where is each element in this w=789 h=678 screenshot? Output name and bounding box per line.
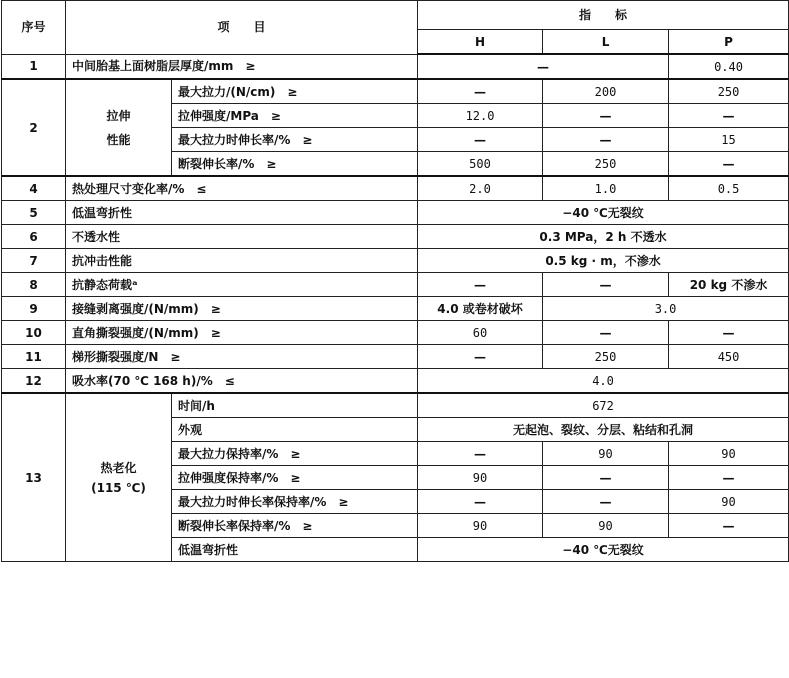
value-p: — [669,466,789,490]
value-p: 250 [669,79,789,104]
row-subitem: 拉伸强度保持率/% ≥ [172,466,418,490]
row-item: 吸水率(70 ℃ 168 h)/% ≤ [66,369,418,394]
row-subitem: 最大拉力时伸长率/% ≥ [172,128,418,152]
row-item: 梯形撕裂强度/N ≥ [66,345,418,369]
value-p: — [669,321,789,345]
value-l: 250 [543,345,669,369]
row-subitem: 断裂伸长率/% ≥ [172,152,418,177]
value-lp: 3.0 [543,297,789,321]
value-p: 15 [669,128,789,152]
table-row [2,79,789,104]
table-row [2,273,789,297]
value-p: — [669,514,789,538]
table-row [2,225,789,249]
row-subitem: 拉伸强度/MPa ≥ [172,104,418,128]
value-all: −40 ℃无裂纹 [418,538,789,562]
table-row [2,249,789,273]
row-item: 中间胎基上面树脂层厚度/mm ≥ [66,54,418,79]
row-number: 12 [2,369,66,394]
value-h: — [418,79,543,104]
value-h: — [418,273,543,297]
value-h: 500 [418,152,543,177]
value-p: 20 kg 不渗水 [669,273,789,297]
row-subitem: 最大拉力/(N/cm) ≥ [172,79,418,104]
table-row [2,176,789,201]
value-all: 无起泡、裂纹、分层、粘结和孔洞 [418,418,789,442]
value-h: — [418,442,543,466]
value-l: 200 [543,79,669,104]
table-row [2,345,789,369]
value-l: — [543,466,669,490]
header-seq: 序号 [2,1,66,55]
group-label-line1: 热老化 [100,460,137,475]
header-index: 指 标 [418,1,789,30]
row-subitem: 时间/h [172,393,418,418]
row-number: 13 [2,393,66,562]
row-number: 7 [2,249,66,273]
row-item: 抗静态荷载ᵃ [66,273,418,297]
header-row-1 [2,1,789,30]
value-l: — [543,128,669,152]
value-l: 90 [543,442,669,466]
table-row [2,321,789,345]
table-row [2,369,789,394]
row-number: 1 [2,54,66,79]
value-l: — [543,273,669,297]
value-h: 90 [418,514,543,538]
value-all: 4.0 [418,369,789,394]
value-p: 0.40 [669,54,789,79]
value-h: 4.0 或卷材破坏 [418,297,543,321]
row-group [66,79,172,176]
value-l: — [543,104,669,128]
header-col-l: L [543,30,669,55]
row-item: 直角撕裂强度/(N/mm) ≥ [66,321,418,345]
header-col-h: H [418,30,543,55]
table-row [2,201,789,225]
value-l: — [543,490,669,514]
group-label-line2: 性能 [106,132,131,147]
row-number: 11 [2,345,66,369]
row-number: 8 [2,273,66,297]
table-row [2,297,789,321]
value-p: 90 [669,442,789,466]
row-item: 不透水性 [66,225,418,249]
spec-table [1,0,789,562]
header-col-p: P [669,30,789,55]
value-h: 12.0 [418,104,543,128]
row-item: 接缝剥离强度/(N/mm) ≥ [66,297,418,321]
table-row [2,393,789,418]
value-all: 0.5 kg · m，不渗水 [418,249,789,273]
value-l: 250 [543,152,669,177]
value-h: 60 [418,321,543,345]
value-p: 90 [669,490,789,514]
row-subitem: 断裂伸长率保持率/% ≥ [172,514,418,538]
value-l: 90 [543,514,669,538]
value-all: 0.3 MPa，2 h 不透水 [418,225,789,249]
row-number: 4 [2,176,66,201]
row-subitem: 最大拉力保持率/% ≥ [172,442,418,466]
row-item: 低温弯折性 [66,201,418,225]
value-h: — [418,128,543,152]
value-p: 0.5 [669,176,789,201]
row-number: 2 [2,79,66,176]
value-h: — [418,490,543,514]
value-hl: — [418,54,669,79]
value-h: — [418,345,543,369]
value-p: 450 [669,345,789,369]
group-label-line2: (115 ℃) [91,480,146,495]
row-number: 10 [2,321,66,345]
value-h: 90 [418,466,543,490]
row-group [66,393,172,562]
row-number: 5 [2,201,66,225]
row-item: 抗冲击性能 [66,249,418,273]
group-label-line1: 拉伸 [106,108,131,123]
row-number: 6 [2,225,66,249]
value-l: — [543,321,669,345]
row-item: 热处理尺寸变化率/% ≤ [66,176,418,201]
value-all: −40 ℃无裂纹 [418,201,789,225]
table-row [2,54,789,79]
value-all: 672 [418,393,789,418]
value-h: 2.0 [418,176,543,201]
header-item: 项 目 [66,1,418,55]
value-p: — [669,152,789,177]
row-subitem: 最大拉力时伸长率保持率/% ≥ [172,490,418,514]
row-subitem: 低温弯折性 [172,538,418,562]
row-subitem: 外观 [172,418,418,442]
value-l: 1.0 [543,176,669,201]
value-p: — [669,104,789,128]
row-number: 9 [2,297,66,321]
